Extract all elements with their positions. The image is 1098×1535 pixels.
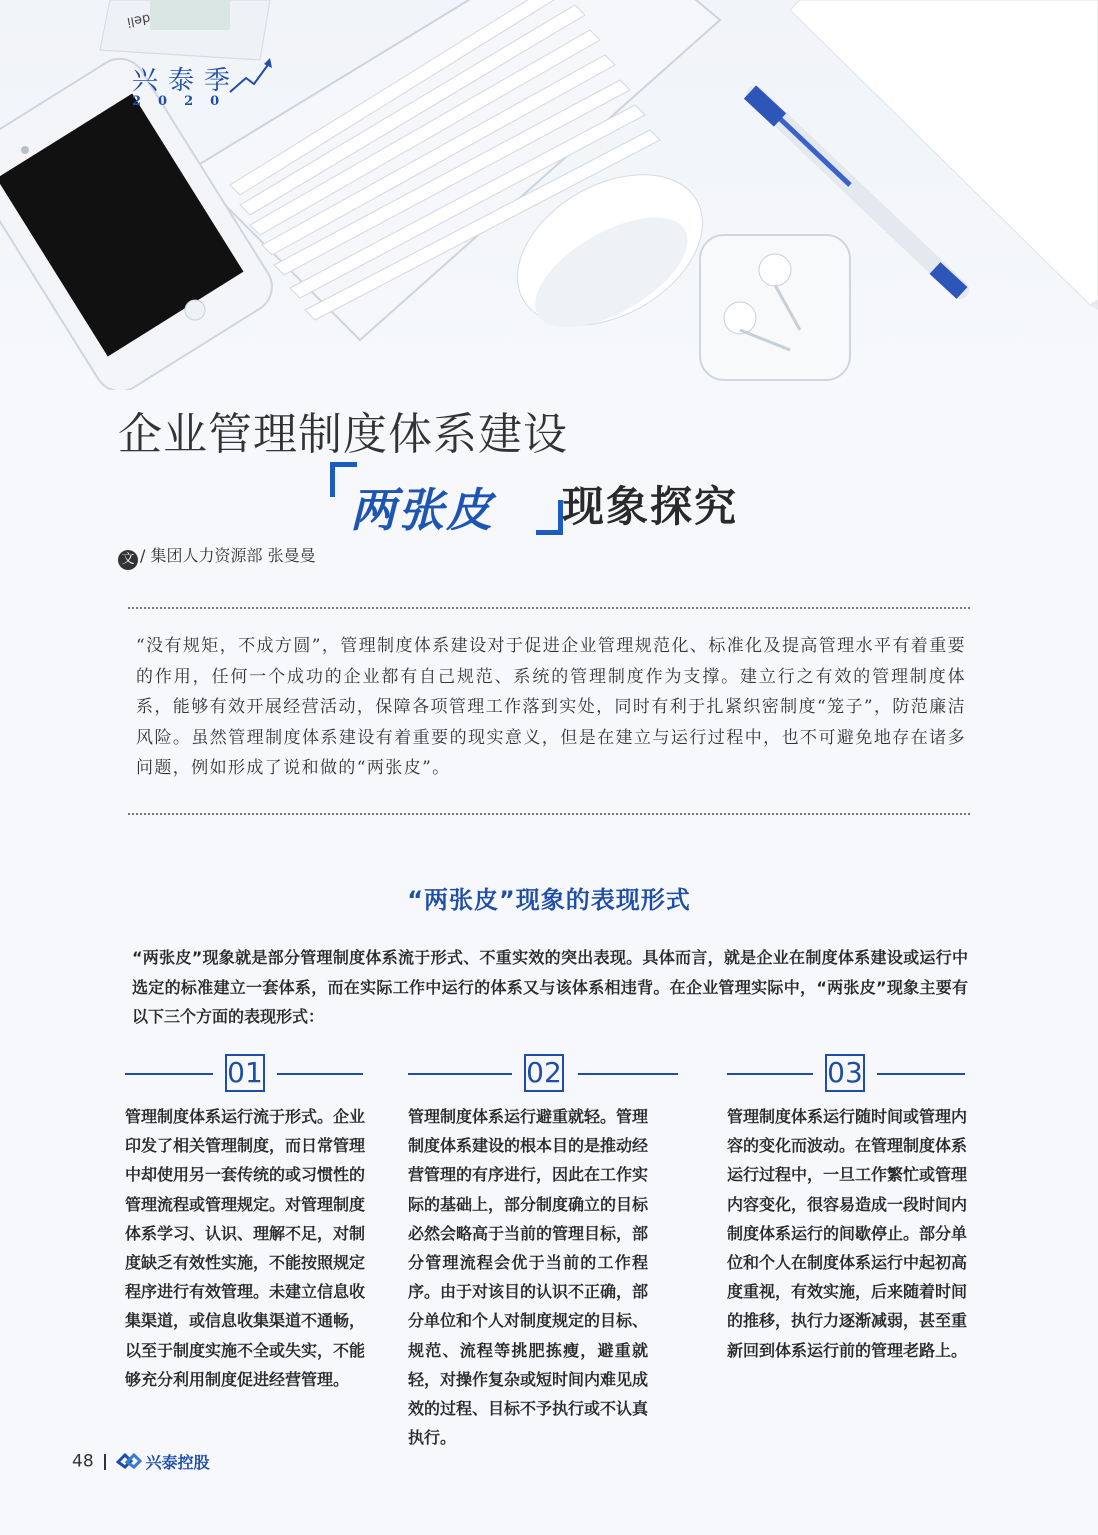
brand-name: 兴泰控股 [145,1453,210,1472]
rule-right [877,1073,965,1075]
author-byline [118,543,316,570]
point-text: 管理制度体系运行避重就轻。管理制度体系建设的根本目的是推动经营管理的有序进行，因此在工作实际的基础上，部分制度确立的目标必然会略高于当前的管理目标，部分管理流程会优于当前的工作程序。由于对该目的认识不正确，部分单位和个人对制度规定的目标、规范、流程等挑肥拣瘦，避重就轻，对操作复杂或短时间内难见成效的过程、目标不予执行或不认真执行。 [408,1107,649,1448]
article-title-line2 [330,462,770,542]
trend-arrow-icon [228,56,274,96]
title-highlight: 两张皮 [350,483,494,537]
rule-left [727,1073,813,1075]
earphones-case [700,235,850,380]
rule-left [125,1073,213,1075]
point-number: 03 [825,1054,865,1092]
page-number: 48 [72,1451,94,1472]
point-column-1 [125,1052,365,1394]
point-text: 管理制度体系运行流于形式。企业印发了相关管理制度，而日常管理中却使用另一套传统的或习惯性的管理流程或管理规定。对管理制度体系学习、认识、理解不足，对制度缺乏有效性实施，不能按照规定程序进行有效管理。未建立信息收集渠道，或信息收集渠道不通畅，以至于制度实施不全或失实，不能够充分利用制度促进经营管理。 [125,1107,366,1389]
desk-illustration [0,0,1098,390]
point-number: 02 [524,1054,564,1092]
masthead-logo [128,60,268,116]
title-rest: 现象探究 [562,482,739,531]
calculator [100,0,270,60]
close-bracket [536,500,563,535]
brand-logo-icon [116,1453,142,1471]
section-heading: “两张皮”现象的表现形式 [407,886,691,914]
hero-photo [0,0,1098,390]
abstract-paragraph: “没有规矩，不成方圆”，管理制度体系建设对于促进企业管理规范化、标准化及提高管理水平有着重要的作用，任何一个成功的企业都有自己规范、系统的管理制度作为支撑。建立行之有效的管理制度体系，能够有效开展经营活动，保障各项管理工作落到实处，同时有利于扎紧织密制度“笼子”，防范廉洁风险。虽然管理制度体系建设有着重要的现实意义，但是在建立与运行过程中，也不可避免地存在诸多问题，例如形成了说和做的“两张皮”。 [136,636,966,778]
rule-left [408,1073,512,1075]
point-column-3 [727,1052,967,1365]
rule-right [578,1073,678,1075]
section-intro: “两张皮”现象就是部分管理制度体系流于形式、不重实效的突出表现。具体而言，就是企业在制度体系建设或运行中选定的标准建立一套体系，而在实际工作中运行的体系又与该体系相违背。在企业管理实际中，“两张皮”现象主要有以下三个方面的表现形式： [132,948,968,1026]
rule-right [277,1073,363,1075]
article-title-line1: 企业管理制度体系建设 [118,409,568,460]
point-number: 01 [225,1054,265,1092]
footer-separator [104,1454,106,1470]
masthead-year: 2020 [132,94,237,109]
dotted-divider-top [128,607,970,609]
point-text: 管理制度体系运行随时间或管理内容的变化而波动。在管理制度体系运行过程中，一旦工作繁忙或管理内容变化，很容易造成一段时间内制度体系运行的间歇停止。部分单位和个人在制度体系运行中起初高度重视，有效实施，后来随着时间的推移，执行力逐渐减弱，甚至重新回到体系运行前的管理老路上。 [727,1107,968,1360]
point-column-2 [408,1052,648,1452]
masthead-name: 兴泰季 [132,66,241,96]
byline-mark: 文 [118,550,138,570]
page-footer [72,1450,210,1474]
dotted-divider-bottom [128,813,970,815]
keyboard-brand: deli [125,10,152,30]
byline-text: / 集团人力资源部 张曼曼 [140,546,316,565]
